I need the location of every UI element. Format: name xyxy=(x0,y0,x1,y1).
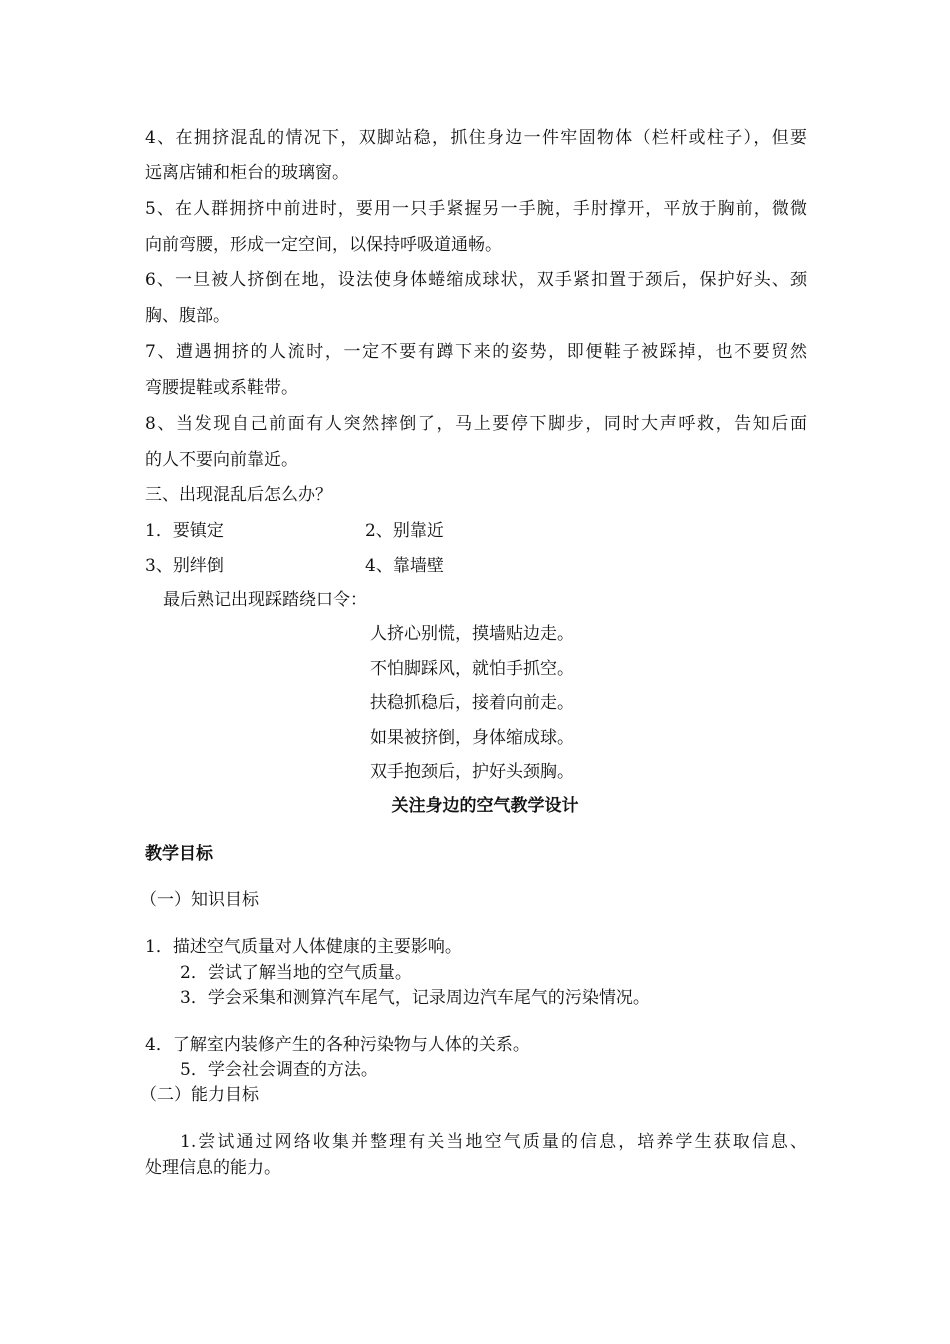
knowledge-item: 4．了解室内装修产生的各种污染物与人体的关系。 xyxy=(145,1035,530,1055)
tip-2: 2、别靠近 xyxy=(365,521,444,541)
safety-item-5-line2: 向前弯腰，形成一定空间，以保持呼吸道通畅。 xyxy=(145,235,502,255)
ability-item-line2: 处理信息的能力。 xyxy=(145,1158,281,1178)
section-heading-3: 三、出现混乱后怎么办？ xyxy=(145,485,332,505)
safety-item-5-line1: 5、在人群拥挤中前进时，要用一只手紧握另一手腕，手肘撑开，平放于胸前，微微 xyxy=(145,199,807,219)
ability-item-line1: 1.尝试通过网络收集并整理有关当地空气质量的信息，培养学生获取信息、 xyxy=(180,1132,807,1152)
ability-heading: （二）能力目标 xyxy=(140,1085,259,1105)
rhyme-line: 如果被挤倒，身体缩成球。 xyxy=(370,728,574,748)
knowledge-item: 1．描述空气质量对人体健康的主要影响。 xyxy=(145,937,462,957)
safety-item-7-line1: 7、遭遇拥挤的人流时，一定不要有蹲下来的姿势，即便鞋子被踩掉，也不要贸然 xyxy=(145,342,807,362)
safety-item-6-line1: 6、一旦被人挤倒在地，设法使身体蜷缩成球状，双手紧扣置于颈后，保护好头、颈 xyxy=(145,270,807,290)
rhyme-line: 不怕脚踩风，就怕手抓空。 xyxy=(370,659,574,679)
knowledge-heading: （一）知识目标 xyxy=(140,890,259,910)
tip-4: 4、靠墙壁 xyxy=(365,556,444,576)
tip-3: 3、别绊倒 xyxy=(145,556,224,576)
safety-item-6-line2: 胸、腹部。 xyxy=(145,306,230,326)
rhyme-line: 双手抱颈后，护好头颈胸。 xyxy=(370,762,574,782)
goals-heading: 教学目标 xyxy=(145,844,213,864)
rhyme-intro: 最后熟记出现踩踏绕口令： xyxy=(163,590,367,610)
rhyme-line: 人挤心别慌，摸墙贴边走。 xyxy=(370,624,574,644)
knowledge-item: 3．学会采集和测算汽车尾气，记录周边汽车尾气的污染情况。 xyxy=(180,988,650,1008)
safety-item-4-line1: 4、在拥挤混乱的情况下，双脚站稳，抓住身边一件牢固物体（栏杆或柱子），但要 xyxy=(145,128,807,148)
lesson-title: 关注身边的空气教学设计 xyxy=(391,796,579,816)
knowledge-item: 5．学会社会调查的方法。 xyxy=(180,1060,378,1080)
safety-item-8-line1: 8、当发现自己前面有人突然摔倒了，马上要停下脚步，同时大声呼救，告知后面 xyxy=(145,414,807,434)
tip-1: 1．要镇定 xyxy=(145,521,224,541)
safety-item-8-line2: 的人不要向前靠近。 xyxy=(145,450,298,470)
rhyme-line: 扶稳抓稳后，接着向前走。 xyxy=(370,693,574,713)
safety-item-4-line2: 远离店铺和柜台的玻璃窗。 xyxy=(145,163,349,183)
safety-item-7-line2: 弯腰提鞋或系鞋带。 xyxy=(145,378,298,398)
knowledge-item: 2．尝试了解当地的空气质量。 xyxy=(180,963,412,983)
